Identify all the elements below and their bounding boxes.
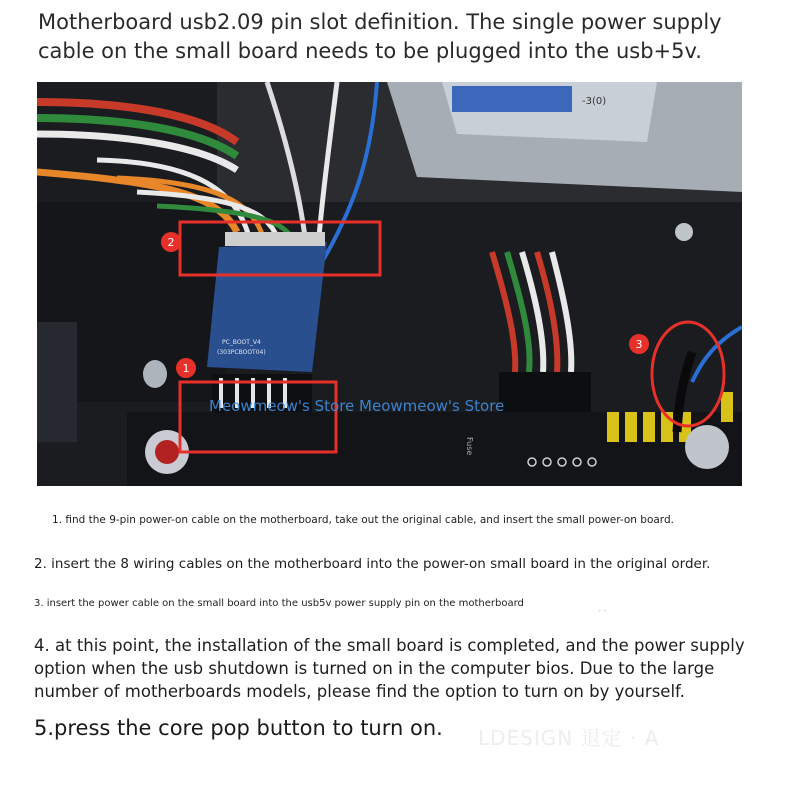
instruction-4: 4. at this point, the installation of the small board is completed, and the power supply option when the usb shutdown is turned on in the computer bios. Due to the large number of motherboards models, please find the option to turn on by yourself.	[34, 636, 745, 701]
instruction-3: 3. insert the power cable on the small board into the usb5v power supply pin on the motherboard	[34, 598, 524, 609]
marker-2	[161, 232, 181, 252]
page-title: Motherboard usb2.09 pin slot definition. The single power supply cable on the small board needs to be plugged into the usb+5v.	[38, 10, 722, 63]
board-label-1: PC_BOOT_V4	[222, 339, 261, 346]
marker-1	[176, 358, 196, 378]
left-fan	[37, 322, 77, 442]
instruction-1: 1. find the 9-pin power-on cable on the motherboard, take out the original cable, and insert the small power-on board.	[52, 514, 674, 526]
faded-watermark-text: LDESIGN 退定 · A	[478, 726, 660, 750]
stray-mark: - -	[598, 606, 607, 615]
standoff	[143, 360, 167, 388]
motherboard-photo	[37, 82, 742, 486]
psu-label: -3(0)	[582, 96, 607, 107]
capacitor-right	[685, 425, 729, 469]
board-label-2: (303PCBOOT04)	[217, 349, 266, 356]
marker-3	[629, 334, 649, 354]
instruction-5: 5.press the core pop button to turn on.	[34, 716, 443, 740]
watermark: Meowmeow's Store Meowmeow's Store	[209, 397, 505, 415]
svg-text:3: 3	[635, 338, 643, 351]
drive-blue-sticker	[452, 86, 572, 112]
instruction-2: 2. insert the 8 wiring cables on the motherboard into the power-on small board in the original order.	[34, 556, 711, 572]
side-label: Fuse	[465, 437, 474, 456]
board-connector	[225, 232, 325, 246]
screw	[675, 223, 693, 241]
svg-text:1: 1	[182, 362, 190, 375]
svg-text:2: 2	[167, 236, 175, 249]
